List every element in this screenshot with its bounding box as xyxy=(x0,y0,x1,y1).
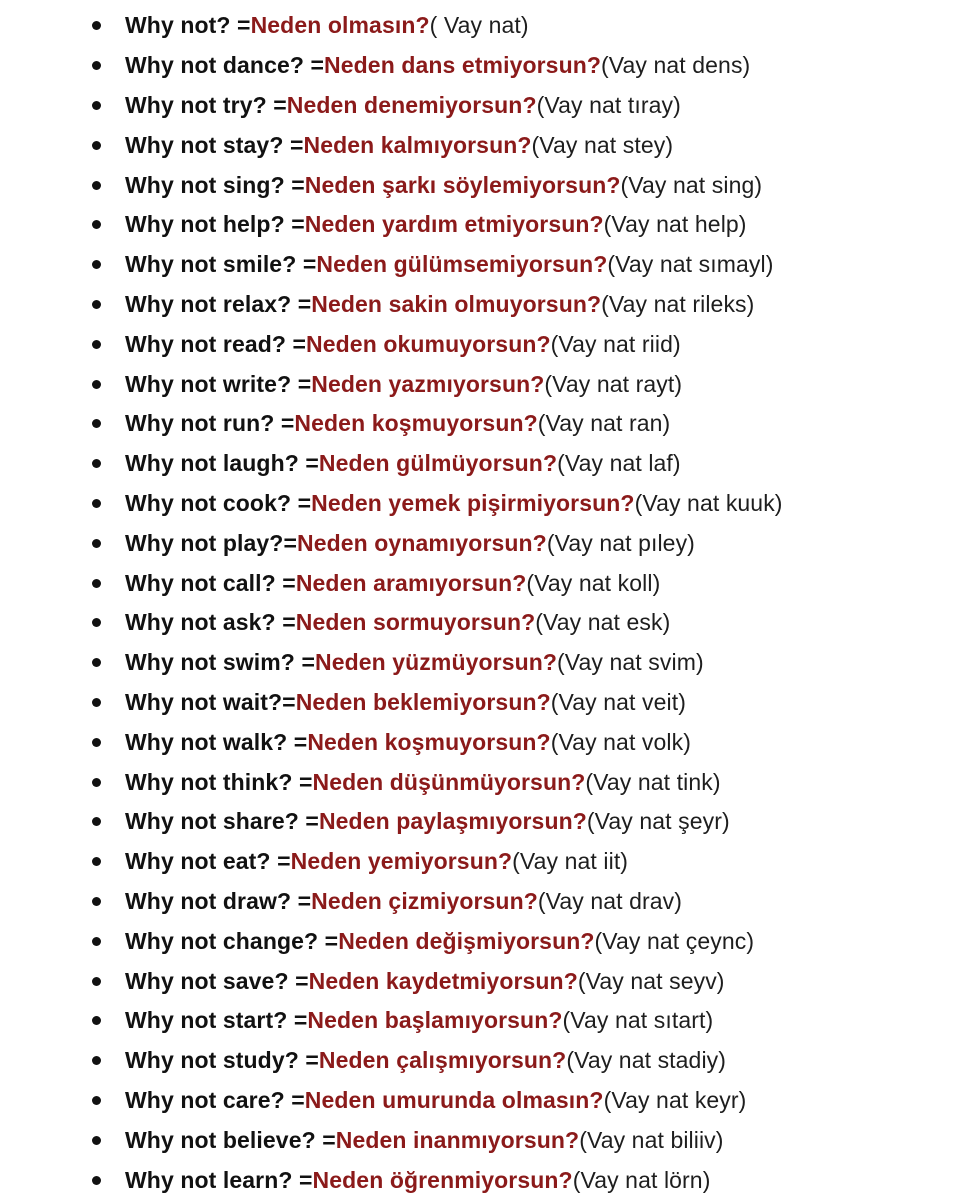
bullet-icon xyxy=(92,539,101,548)
english-phrase: Why not? = xyxy=(125,12,251,39)
pronunciation: (Vay nat sing) xyxy=(620,171,763,198)
bullet-icon xyxy=(92,857,101,866)
english-phrase: Why not ask? = xyxy=(125,609,296,636)
pronunciation: (Vay nat koll) xyxy=(526,569,661,596)
pronunciation: (Vay nat seyv) xyxy=(577,967,725,994)
english-phrase: Why not smile? = xyxy=(125,251,317,278)
turkish-translation: Neden yazmıyorsun? xyxy=(311,370,545,397)
pronunciation: (Vay nat stadiy) xyxy=(566,1047,727,1074)
turkish-translation: Neden değişmiyorsun? xyxy=(338,927,595,954)
bullet-icon xyxy=(92,658,101,667)
pronunciation: (Vay nat tıray) xyxy=(536,91,681,118)
english-phrase: Why not play?= xyxy=(125,529,297,556)
list-item xyxy=(88,643,948,683)
turkish-translation: Neden sormuyorsun? xyxy=(295,609,536,636)
list-item xyxy=(88,961,948,1001)
english-phrase: Why not draw? = xyxy=(125,887,312,914)
list-item xyxy=(88,802,948,842)
bullet-icon xyxy=(92,419,101,428)
english-phrase: Why not laugh? = xyxy=(125,450,319,477)
pronunciation: (Vay nat iit) xyxy=(512,848,629,875)
bullet-icon xyxy=(92,579,101,588)
turkish-translation: Neden yemek pişirmiyorsun? xyxy=(311,489,635,516)
turkish-translation: Neden koşmuyorsun? xyxy=(294,410,538,437)
pronunciation: (Vay nat drav) xyxy=(537,887,683,914)
pronunciation: (Vay nat çeync) xyxy=(594,927,755,954)
bullet-icon xyxy=(92,141,101,150)
english-phrase: Why not eat? = xyxy=(125,848,291,875)
list-item xyxy=(88,6,948,46)
bullet-icon xyxy=(92,698,101,707)
turkish-translation: Neden düşünmüyorsun? xyxy=(312,768,586,795)
turkish-translation: Neden denemiyorsun? xyxy=(286,91,537,118)
pronunciation: (Vay nat laf) xyxy=(557,450,681,477)
english-phrase: Why not believe? = xyxy=(125,1126,336,1153)
pronunciation: (Vay nat rayt) xyxy=(544,370,683,397)
english-phrase: Why not cook? = xyxy=(125,489,312,516)
turkish-translation: Neden çalışmıyorsun? xyxy=(318,1047,567,1074)
list-item xyxy=(88,444,948,484)
turkish-translation: Neden şarkı söylemiyorsun? xyxy=(304,171,621,198)
bullet-icon xyxy=(92,778,101,787)
pronunciation: (Vay nat keyr) xyxy=(603,1086,747,1113)
list-item xyxy=(88,404,948,444)
list-item xyxy=(88,125,948,165)
bullet-icon xyxy=(92,1016,101,1025)
list-item xyxy=(88,86,948,126)
turkish-translation: Neden koşmuyorsun? xyxy=(307,728,551,755)
turkish-translation: Neden gülmüyorsun? xyxy=(318,450,558,477)
english-phrase: Why not write? = xyxy=(125,370,312,397)
english-phrase: Why not call? = xyxy=(125,569,296,596)
list-item xyxy=(88,563,948,603)
bullet-icon xyxy=(92,300,101,309)
bullet-icon xyxy=(92,101,101,110)
list-item xyxy=(88,245,948,285)
english-phrase: Why not sing? = xyxy=(125,171,305,198)
turkish-translation: Neden okumuyorsun? xyxy=(306,330,551,357)
english-phrase: Why not learn? = xyxy=(125,1166,313,1193)
list-item xyxy=(88,1001,948,1041)
turkish-translation: Neden paylaşmıyorsun? xyxy=(318,808,587,835)
bullet-icon xyxy=(92,1136,101,1145)
list-item xyxy=(88,484,948,524)
pronunciation: (Vay nat biliiv) xyxy=(579,1126,724,1153)
pronunciation: (Vay nat svim) xyxy=(557,649,704,676)
bullet-icon xyxy=(92,340,101,349)
turkish-translation: Neden kaydetmiyorsun? xyxy=(308,967,578,994)
bullet-icon xyxy=(92,618,101,627)
bullet-icon xyxy=(92,1056,101,1065)
pronunciation: (Vay nat riid) xyxy=(550,330,681,357)
bullet-icon xyxy=(92,1176,101,1185)
list-item xyxy=(88,1120,948,1160)
bullet-icon xyxy=(92,937,101,946)
english-phrase: Why not stay? = xyxy=(125,131,304,158)
english-phrase: Why not swim? = xyxy=(125,649,315,676)
bullet-icon xyxy=(92,21,101,30)
english-phrase: Why not study? = xyxy=(125,1047,319,1074)
pronunciation: (Vay nat rileks) xyxy=(601,290,755,317)
pronunciation: (Vay nat dens) xyxy=(601,52,751,79)
list-item xyxy=(88,603,948,643)
list-item xyxy=(88,1041,948,1081)
bullet-icon xyxy=(92,817,101,826)
english-phrase: Why not save? = xyxy=(125,967,309,994)
list-item xyxy=(88,1081,948,1121)
list-item xyxy=(88,921,948,961)
list-item xyxy=(88,46,948,86)
list-item xyxy=(88,882,948,922)
turkish-translation: Neden kalmıyorsun? xyxy=(303,131,532,158)
pronunciation: (Vay nat sıtart) xyxy=(562,1007,714,1034)
bullet-icon xyxy=(92,897,101,906)
list-item xyxy=(88,324,948,364)
bullet-icon xyxy=(92,1096,101,1105)
bullet-icon xyxy=(92,459,101,468)
english-phrase: Why not read? = xyxy=(125,330,307,357)
turkish-translation: Neden beklemiyorsun? xyxy=(295,688,551,715)
list-item xyxy=(88,523,948,563)
turkish-translation: Neden aramıyorsun? xyxy=(295,569,527,596)
bullet-icon xyxy=(92,181,101,190)
english-phrase: Why not run? = xyxy=(125,410,295,437)
pronunciation: ( Vay nat) xyxy=(429,12,529,39)
english-phrase: Why not share? = xyxy=(125,808,319,835)
list-item xyxy=(88,205,948,245)
bullet-icon xyxy=(92,380,101,389)
bullet-icon xyxy=(92,738,101,747)
pronunciation: (Vay nat stey) xyxy=(531,131,674,158)
pronunciation: (Vay nat sımayl) xyxy=(607,251,774,278)
english-phrase: Why not change? = xyxy=(125,927,339,954)
turkish-translation: Neden öğrenmiyorsun? xyxy=(312,1166,573,1193)
turkish-translation: Neden gülümsemiyorsun? xyxy=(316,251,608,278)
pronunciation: (Vay nat volk) xyxy=(550,728,691,755)
list-item xyxy=(88,762,948,802)
list-item xyxy=(88,722,948,762)
bullet-icon xyxy=(92,220,101,229)
pronunciation: (Vay nat lörn) xyxy=(572,1166,711,1193)
english-phrase: Why not start? = xyxy=(125,1007,308,1034)
english-phrase: Why not care? = xyxy=(125,1086,305,1113)
turkish-translation: Neden umurunda olmasın? xyxy=(304,1086,604,1113)
pronunciation: (Vay nat esk) xyxy=(535,609,671,636)
list-item xyxy=(88,1160,948,1200)
bullet-icon xyxy=(92,499,101,508)
pronunciation: (Vay nat ran) xyxy=(537,410,671,437)
list-item xyxy=(88,842,948,882)
pronunciation: (Vay nat kuuk) xyxy=(634,489,783,516)
list-item xyxy=(88,683,948,723)
turkish-translation: Neden başlamıyorsun? xyxy=(307,1007,563,1034)
turkish-translation: Neden oynamıyorsun? xyxy=(297,529,547,556)
english-phrase: Why not relax? = xyxy=(125,290,312,317)
english-phrase: Why not dance? = xyxy=(125,52,325,79)
turkish-translation: Neden sakin olmuyorsun? xyxy=(311,290,602,317)
bullet-icon xyxy=(92,61,101,70)
english-phrase: Why not try? = xyxy=(125,91,287,118)
turkish-translation: Neden çizmiyorsun? xyxy=(311,887,538,914)
list-item xyxy=(88,165,948,205)
english-phrase: Why not walk? = xyxy=(125,728,308,755)
turkish-translation: Neden dans etmiyorsun? xyxy=(324,52,602,79)
pronunciation: (Vay nat pıley) xyxy=(546,529,695,556)
phrase-list xyxy=(88,6,948,1200)
turkish-translation: Neden yemiyorsun? xyxy=(290,848,513,875)
bullet-icon xyxy=(92,977,101,986)
english-phrase: Why not wait?= xyxy=(125,688,296,715)
bullet-icon xyxy=(92,260,101,269)
turkish-translation: Neden olmasın? xyxy=(250,12,430,39)
english-phrase: Why not help? = xyxy=(125,211,305,238)
pronunciation: (Vay nat şeyr) xyxy=(586,808,730,835)
turkish-translation: Neden yüzmüyorsun? xyxy=(314,649,558,676)
pronunciation: (Vay nat tink) xyxy=(585,768,721,795)
english-phrase: Why not think? = xyxy=(125,768,313,795)
turkish-translation: Neden yardım etmiyorsun? xyxy=(304,211,604,238)
pronunciation: (Vay nat veit) xyxy=(550,688,686,715)
list-item xyxy=(88,285,948,325)
turkish-translation: Neden inanmıyorsun? xyxy=(335,1126,580,1153)
list-item xyxy=(88,364,948,404)
pronunciation: (Vay nat help) xyxy=(603,211,747,238)
